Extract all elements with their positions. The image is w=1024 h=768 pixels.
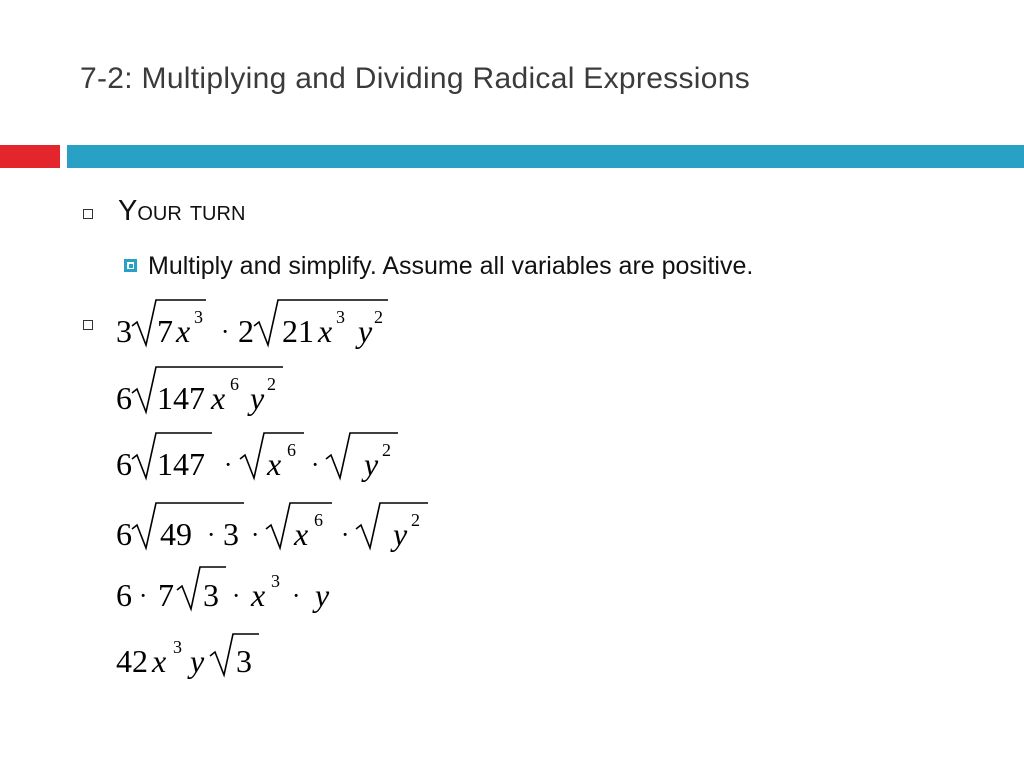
multiply-dot: ∙	[293, 581, 300, 610]
exponent: 2	[267, 374, 276, 394]
variable-y: y	[364, 446, 379, 482]
radicand-number: 147	[157, 380, 205, 416]
coef: 2	[238, 313, 254, 349]
sub-bullet-instructions: Multiply and simplify. Assume all variables are positive.	[148, 252, 754, 280]
multiply-dot: ∙	[233, 581, 240, 610]
coef: 6	[116, 516, 132, 552]
variable-x: x	[211, 380, 226, 416]
radicand-number: 3	[236, 643, 252, 679]
slide-title: 7-2: Multiplying and Dividing Radical Expressions	[80, 62, 751, 95]
bullet-your-turn: Your turn	[118, 195, 246, 227]
coef: 3	[116, 313, 132, 349]
coef: 6	[116, 446, 132, 482]
exponent: 6	[314, 510, 323, 530]
exponent: 3	[271, 571, 280, 591]
exponent: 6	[230, 374, 239, 394]
multiply-dot: ∙	[312, 450, 319, 479]
exponent: 6	[287, 440, 296, 460]
variable-y: y	[358, 313, 373, 349]
multiply-dot: ∙	[342, 520, 349, 549]
coef: 6	[116, 577, 132, 613]
exponent: 3	[173, 637, 182, 657]
multiply-dot: ∙	[222, 317, 229, 346]
variable-y: y	[190, 643, 205, 679]
radicand-number: 3	[223, 516, 239, 552]
exponent: 2	[411, 510, 420, 530]
coef: 6	[116, 380, 132, 416]
exponent: 2	[374, 307, 383, 327]
radicand-number: 49	[160, 516, 192, 552]
math-line-6	[116, 634, 259, 679]
exponent: 2	[382, 440, 391, 460]
coef: 42	[116, 643, 148, 679]
math-line-1	[116, 300, 388, 349]
exponent: 3	[336, 307, 345, 327]
multiply-dot: ∙	[208, 520, 215, 549]
variable-x: x	[267, 446, 282, 482]
variable-x: x	[176, 313, 191, 349]
math-line-5	[116, 567, 330, 613]
math-line-2	[116, 367, 283, 416]
variable-y: y	[315, 577, 330, 613]
exponent: 3	[194, 307, 203, 327]
radicand-number: 7	[157, 313, 173, 349]
multiply-dot: ∙	[225, 450, 232, 479]
multiply-dot: ∙	[252, 520, 259, 549]
variable-x: x	[152, 643, 167, 679]
math-line-4	[116, 503, 428, 552]
coef: 7	[158, 577, 174, 613]
radicand-number: 21	[282, 313, 314, 349]
variable-x: x	[251, 577, 266, 613]
radicand-number: 3	[203, 577, 219, 613]
radicand-number: 147	[157, 446, 205, 482]
variable-y: y	[393, 516, 408, 552]
variable-y: y	[250, 380, 265, 416]
variable-x: x	[318, 313, 333, 349]
multiply-dot: ∙	[140, 581, 147, 610]
math-line-3	[116, 433, 398, 482]
variable-x: x	[294, 516, 309, 552]
